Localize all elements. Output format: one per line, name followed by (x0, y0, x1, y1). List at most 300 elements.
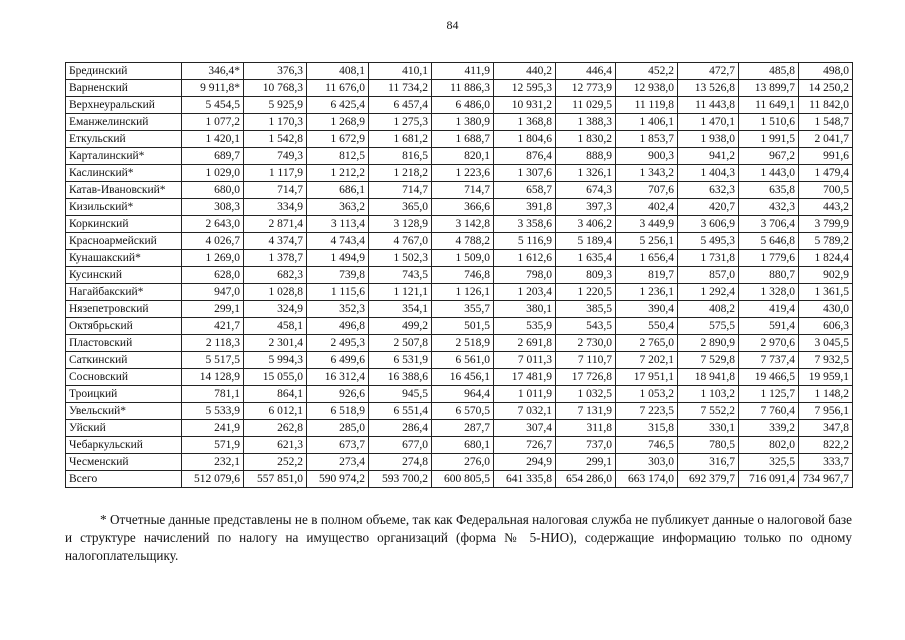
table-cell: 390,4 (616, 301, 678, 318)
table-cell: 964,4 (432, 386, 494, 403)
table-cell: 5 789,2 (799, 233, 853, 250)
table-cell: 6 457,4 (369, 97, 432, 114)
table-cell: 802,0 (739, 437, 799, 454)
table-cell: 512 079,6 (182, 471, 244, 488)
table-cell: 330,1 (678, 420, 739, 437)
table-cell: 820,1 (432, 148, 494, 165)
table-cell: 1 077,2 (182, 114, 244, 131)
table-cell: 4 767,0 (369, 233, 432, 250)
table-cell: 1 220,5 (556, 284, 616, 301)
table-cell: 1 804,6 (494, 131, 556, 148)
table-row (66, 471, 853, 488)
table-cell: 1 029,0 (182, 165, 244, 182)
table-cell: 446,4 (556, 63, 616, 80)
table-cell: 252,2 (244, 454, 307, 471)
table-cell: 6 518,9 (307, 403, 369, 420)
table-cell: 1 307,6 (494, 165, 556, 182)
table-cell: 714,7 (244, 182, 307, 199)
table-cell: 1 830,2 (556, 131, 616, 148)
table-cell: 498,0 (799, 63, 853, 80)
table-cell: 11 029,5 (556, 97, 616, 114)
table-cell: 780,5 (678, 437, 739, 454)
table-cell: 311,8 (556, 420, 616, 437)
table-cell: 363,2 (307, 199, 369, 216)
table-cell: 7 529,8 (678, 352, 739, 369)
table-cell: 18 941,8 (678, 369, 739, 386)
table-cell: 739,8 (307, 267, 369, 284)
table-cell: 1 292,4 (678, 284, 739, 301)
table-cell: 232,1 (182, 454, 244, 471)
table-cell: 2 871,4 (244, 216, 307, 233)
table-cell: 888,9 (556, 148, 616, 165)
table-cell: 2 301,4 (244, 335, 307, 352)
table-cell: 5 116,9 (494, 233, 556, 250)
table-cell: 11 119,8 (616, 97, 678, 114)
table-cell: 5 495,3 (678, 233, 739, 250)
footnote: * Отчетные данные представлены не в полном объеме, так как Федеральная налоговая служба не публикует данные о налоговой базе и структуре начислений по налогу на имущество организаций (форма № 5-НИО), содержащие информацию только по одному налогоплательщику. (65, 512, 852, 563)
table-cell: 11 443,8 (678, 97, 739, 114)
table-cell: 385,5 (556, 301, 616, 318)
table-cell: 307,4 (494, 420, 556, 437)
table-cell: 285,0 (307, 420, 369, 437)
table-cell: 2 643,0 (182, 216, 244, 233)
table-cell: 324,9 (244, 301, 307, 318)
table-cell: 798,0 (494, 267, 556, 284)
table-cell: 410,1 (369, 63, 432, 80)
table-cell: 419,4 (739, 301, 799, 318)
table-cell: 308,3 (182, 199, 244, 216)
table-cell: 746,8 (432, 267, 494, 284)
table-cell: 1 853,7 (616, 131, 678, 148)
table-cell: 1 126,1 (432, 284, 494, 301)
table-cell: 334,9 (244, 199, 307, 216)
table-cell: 7 956,1 (799, 403, 853, 420)
table-cell: 900,3 (616, 148, 678, 165)
table-cell: 1 731,8 (678, 250, 739, 267)
table-cell: 241,9 (182, 420, 244, 437)
table-cell: 411,9 (432, 63, 494, 80)
table-cell: 11 842,0 (799, 97, 853, 114)
table-cell: 12 773,9 (556, 80, 616, 97)
table-cell: 499,2 (369, 318, 432, 335)
table-cell: 299,1 (182, 301, 244, 318)
table-cell: 1 779,6 (739, 250, 799, 267)
table-cell: 19 959,1 (799, 369, 853, 386)
table-cell: 1 103,2 (678, 386, 739, 403)
table-cell: 352,3 (307, 301, 369, 318)
table-row (66, 97, 853, 114)
row-label: Чебаркульский (66, 437, 182, 454)
row-label: Троицкий (66, 386, 182, 403)
row-label: Коркинский (66, 216, 182, 233)
table-cell: 716 091,4 (739, 471, 799, 488)
table-row (66, 250, 853, 267)
table-cell: 682,3 (244, 267, 307, 284)
table-cell: 902,9 (799, 267, 853, 284)
row-label: Красноармейский (66, 233, 182, 250)
table-cell: 822,2 (799, 437, 853, 454)
table-cell: 1 494,9 (307, 250, 369, 267)
table-cell: 1 269,0 (182, 250, 244, 267)
table-cell: 262,8 (244, 420, 307, 437)
table-cell: 714,7 (432, 182, 494, 199)
table-cell: 14 250,2 (799, 80, 853, 97)
table-cell: 621,3 (244, 437, 307, 454)
table-row (66, 131, 853, 148)
table-row (66, 63, 853, 80)
table-cell: 1 548,7 (799, 114, 853, 131)
table-row (66, 352, 853, 369)
table-cell: 749,3 (244, 148, 307, 165)
table-cell: 11 649,1 (739, 97, 799, 114)
table-cell: 1 378,7 (244, 250, 307, 267)
table-cell: 673,7 (307, 437, 369, 454)
table-cell: 1 470,1 (678, 114, 739, 131)
table-cell: 2 765,0 (616, 335, 678, 352)
table-cell: 276,0 (432, 454, 494, 471)
table-cell: 287,7 (432, 420, 494, 437)
table-cell: 1 824,4 (799, 250, 853, 267)
table-cell: 680,0 (182, 182, 244, 199)
table-cell: 3 128,9 (369, 216, 432, 233)
table-cell: 1 688,7 (432, 131, 494, 148)
table-cell: 571,9 (182, 437, 244, 454)
table-cell: 781,1 (182, 386, 244, 403)
table-cell: 658,7 (494, 182, 556, 199)
table-cell: 14 128,9 (182, 369, 244, 386)
table-cell: 816,5 (369, 148, 432, 165)
table-row (66, 301, 853, 318)
table-cell: 543,5 (556, 318, 616, 335)
table-cell: 391,8 (494, 199, 556, 216)
table-cell: 606,3 (799, 318, 853, 335)
table-cell: 686,1 (307, 182, 369, 199)
table-cell: 1 121,1 (369, 284, 432, 301)
table-cell: 1 406,1 (616, 114, 678, 131)
table-cell: 10 768,3 (244, 80, 307, 97)
table-cell: 402,4 (616, 199, 678, 216)
table-cell: 812,5 (307, 148, 369, 165)
row-label: Карталинский* (66, 148, 182, 165)
table-cell: 1 223,6 (432, 165, 494, 182)
row-label: Еманжелинский (66, 114, 182, 131)
row-label: Чесменский (66, 454, 182, 471)
table-row (66, 182, 853, 199)
table-cell: 593 700,2 (369, 471, 432, 488)
table-cell: 1 542,8 (244, 131, 307, 148)
table-cell: 9 911,8* (182, 80, 244, 97)
table-cell: 674,3 (556, 182, 616, 199)
table-cell: 440,2 (494, 63, 556, 80)
table-cell: 13 899,7 (739, 80, 799, 97)
row-label: Кунашакский* (66, 250, 182, 267)
table-cell: 11 734,2 (369, 80, 432, 97)
table-cell: 550,4 (616, 318, 678, 335)
table-row (66, 335, 853, 352)
table-cell: 1 125,7 (739, 386, 799, 403)
table-cell: 376,3 (244, 63, 307, 80)
table-cell: 420,7 (678, 199, 739, 216)
table-cell: 1 380,9 (432, 114, 494, 131)
table-cell: 1 681,2 (369, 131, 432, 148)
table-cell: 10 931,2 (494, 97, 556, 114)
table-row (66, 437, 853, 454)
table-cell: 600 805,5 (432, 471, 494, 488)
table-cell: 472,7 (678, 63, 739, 80)
data-table (65, 62, 853, 488)
table-cell: 421,7 (182, 318, 244, 335)
table-cell: 1 115,6 (307, 284, 369, 301)
table-cell: 535,9 (494, 318, 556, 335)
table-cell: 557 851,0 (244, 471, 307, 488)
table-cell: 941,2 (678, 148, 739, 165)
table-cell: 1 404,3 (678, 165, 739, 182)
table-row (66, 284, 853, 301)
table-cell: 3 045,5 (799, 335, 853, 352)
table-cell: 354,1 (369, 301, 432, 318)
table-cell: 707,6 (616, 182, 678, 199)
table-cell: 1 032,5 (556, 386, 616, 403)
row-label: Кизильский* (66, 199, 182, 216)
row-label: Октябрьский (66, 318, 182, 335)
table-cell: 628,0 (182, 267, 244, 284)
table-cell: 2 495,3 (307, 335, 369, 352)
table-cell: 6 531,9 (369, 352, 432, 369)
table-cell: 3 358,6 (494, 216, 556, 233)
table-cell: 501,5 (432, 318, 494, 335)
table-cell: 5 517,5 (182, 352, 244, 369)
table-row (66, 369, 853, 386)
table-cell: 6 012,1 (244, 403, 307, 420)
table-cell: 7 223,5 (616, 403, 678, 420)
table-cell: 1 991,5 (739, 131, 799, 148)
row-label: Нязепетровский (66, 301, 182, 318)
table-cell: 7 032,1 (494, 403, 556, 420)
table-cell: 641 335,8 (494, 471, 556, 488)
table-cell: 4 374,7 (244, 233, 307, 250)
table-cell: 355,7 (432, 301, 494, 318)
table-cell: 1 212,2 (307, 165, 369, 182)
table-cell: 1 343,2 (616, 165, 678, 182)
table-cell: 2 691,8 (494, 335, 556, 352)
table-cell: 17 726,8 (556, 369, 616, 386)
page-number: 84 (446, 18, 459, 32)
table-cell: 7 011,3 (494, 352, 556, 369)
table-cell: 1 028,8 (244, 284, 307, 301)
table-cell: 591,4 (739, 318, 799, 335)
table-row (66, 80, 853, 97)
table-cell: 325,5 (739, 454, 799, 471)
table-cell: 7 110,7 (556, 352, 616, 369)
table-cell: 1 328,0 (739, 284, 799, 301)
table-cell: 12 595,3 (494, 80, 556, 97)
table-cell: 1 502,3 (369, 250, 432, 267)
table-row (66, 165, 853, 182)
row-label: Кусинский (66, 267, 182, 284)
table-cell: 333,7 (799, 454, 853, 471)
table-cell: 339,2 (739, 420, 799, 437)
table-cell: 19 466,5 (739, 369, 799, 386)
table-cell: 692 379,7 (678, 471, 739, 488)
row-label: Брединский (66, 63, 182, 80)
table-cell: 1 117,9 (244, 165, 307, 182)
table-cell: 1 268,9 (307, 114, 369, 131)
table-cell: 1 656,4 (616, 250, 678, 267)
table-cell: 947,0 (182, 284, 244, 301)
table-cell: 700,5 (799, 182, 853, 199)
table-cell: 663 174,0 (616, 471, 678, 488)
table-cell: 1 509,0 (432, 250, 494, 267)
table-cell: 408,2 (678, 301, 739, 318)
table-row (66, 233, 853, 250)
table-row (66, 199, 853, 216)
table-cell: 1 236,1 (616, 284, 678, 301)
table-cell: 397,3 (556, 199, 616, 216)
table-cell: 3 406,2 (556, 216, 616, 233)
table-row (66, 318, 853, 335)
table-cell: 714,7 (369, 182, 432, 199)
table-cell: 575,5 (678, 318, 739, 335)
table-cell: 294,9 (494, 454, 556, 471)
table-cell: 6 499,6 (307, 352, 369, 369)
table-cell: 408,1 (307, 63, 369, 80)
table-cell: 5 256,1 (616, 233, 678, 250)
table-cell: 2 518,9 (432, 335, 494, 352)
table-cell: 11 676,0 (307, 80, 369, 97)
table-cell: 7 552,2 (678, 403, 739, 420)
table-row (66, 454, 853, 471)
table-cell: 1 203,4 (494, 284, 556, 301)
table-cell: 365,0 (369, 199, 432, 216)
table-cell: 17 481,9 (494, 369, 556, 386)
table-cell: 3 606,9 (678, 216, 739, 233)
table-cell: 347,8 (799, 420, 853, 437)
row-label: Сосновский (66, 369, 182, 386)
table-cell: 1 612,6 (494, 250, 556, 267)
row-label: Уйский (66, 420, 182, 437)
row-label: Катав-Ивановский* (66, 182, 182, 199)
table-cell: 1 361,5 (799, 284, 853, 301)
table-cell: 7 202,1 (616, 352, 678, 369)
table-cell: 857,0 (678, 267, 739, 284)
table-cell: 3 142,8 (432, 216, 494, 233)
table-cell: 6 425,4 (307, 97, 369, 114)
table-cell: 452,2 (616, 63, 678, 80)
table-cell: 11 886,3 (432, 80, 494, 97)
table-cell: 1 635,4 (556, 250, 616, 267)
table-cell: 864,1 (244, 386, 307, 403)
table-cell: 3 113,4 (307, 216, 369, 233)
table-cell: 273,4 (307, 454, 369, 471)
table-cell: 945,5 (369, 386, 432, 403)
table-cell: 299,1 (556, 454, 616, 471)
row-label: Нагайбакский* (66, 284, 182, 301)
row-label: Каслинский* (66, 165, 182, 182)
row-label: Пластовский (66, 335, 182, 352)
table-cell: 485,8 (739, 63, 799, 80)
table-cell: 5 533,9 (182, 403, 244, 420)
table-cell: 5 454,5 (182, 97, 244, 114)
table-cell: 316,7 (678, 454, 739, 471)
table-cell: 635,8 (739, 182, 799, 199)
table-cell: 876,4 (494, 148, 556, 165)
table-cell: 4 026,7 (182, 233, 244, 250)
table-cell: 926,6 (307, 386, 369, 403)
table-cell: 315,8 (616, 420, 678, 437)
table-cell: 7 737,4 (739, 352, 799, 369)
table-cell: 2 507,8 (369, 335, 432, 352)
table-cell: 366,6 (432, 199, 494, 216)
table-row (66, 420, 853, 437)
table-cell: 16 388,6 (369, 369, 432, 386)
table-cell: 1 420,1 (182, 131, 244, 148)
table-cell: 286,4 (369, 420, 432, 437)
table-row (66, 403, 853, 420)
table-cell: 346,4* (182, 63, 244, 80)
table-row (66, 114, 853, 131)
table-cell: 6 551,4 (369, 403, 432, 420)
table-row (66, 216, 853, 233)
table-cell: 632,3 (678, 182, 739, 199)
table-body (66, 63, 853, 488)
table-cell: 819,7 (616, 267, 678, 284)
table-row (66, 148, 853, 165)
table-cell: 303,0 (616, 454, 678, 471)
table-cell: 689,7 (182, 148, 244, 165)
table-cell: 274,8 (369, 454, 432, 471)
table-cell: 5 925,9 (244, 97, 307, 114)
table-cell: 737,0 (556, 437, 616, 454)
row-label: Еткульский (66, 131, 182, 148)
table-cell: 2 041,7 (799, 131, 853, 148)
table-cell: 680,1 (432, 437, 494, 454)
table-cell: 380,1 (494, 301, 556, 318)
table-cell: 1 218,2 (369, 165, 432, 182)
table-cell: 4 743,4 (307, 233, 369, 250)
table-cell: 2 730,0 (556, 335, 616, 352)
table-cell: 5 189,4 (556, 233, 616, 250)
table-cell: 7 932,5 (799, 352, 853, 369)
table-cell: 726,7 (494, 437, 556, 454)
table-cell: 1 938,0 (678, 131, 739, 148)
table-cell: 734 967,7 (799, 471, 853, 488)
table-cell: 6 561,0 (432, 352, 494, 369)
table-cell: 1 011,9 (494, 386, 556, 403)
table-cell: 1 053,2 (616, 386, 678, 403)
table-cell: 443,2 (799, 199, 853, 216)
table-cell: 7 760,4 (739, 403, 799, 420)
table-cell: 746,5 (616, 437, 678, 454)
table-cell: 590 974,2 (307, 471, 369, 488)
table-cell: 2 970,6 (739, 335, 799, 352)
table-cell: 3 706,4 (739, 216, 799, 233)
table-cell: 1 326,1 (556, 165, 616, 182)
table-cell: 967,2 (739, 148, 799, 165)
table-cell: 7 131,9 (556, 403, 616, 420)
table-cell: 1 275,3 (369, 114, 432, 131)
table-cell: 1 443,0 (739, 165, 799, 182)
table-cell: 430,0 (799, 301, 853, 318)
table-cell: 6 486,0 (432, 97, 494, 114)
table-cell: 743,5 (369, 267, 432, 284)
row-label: Верхнеуральский (66, 97, 182, 114)
table-row (66, 267, 853, 284)
table-cell: 458,1 (244, 318, 307, 335)
row-label: Варненский (66, 80, 182, 97)
table-cell: 496,8 (307, 318, 369, 335)
table-cell: 5 646,8 (739, 233, 799, 250)
table-cell: 5 994,3 (244, 352, 307, 369)
